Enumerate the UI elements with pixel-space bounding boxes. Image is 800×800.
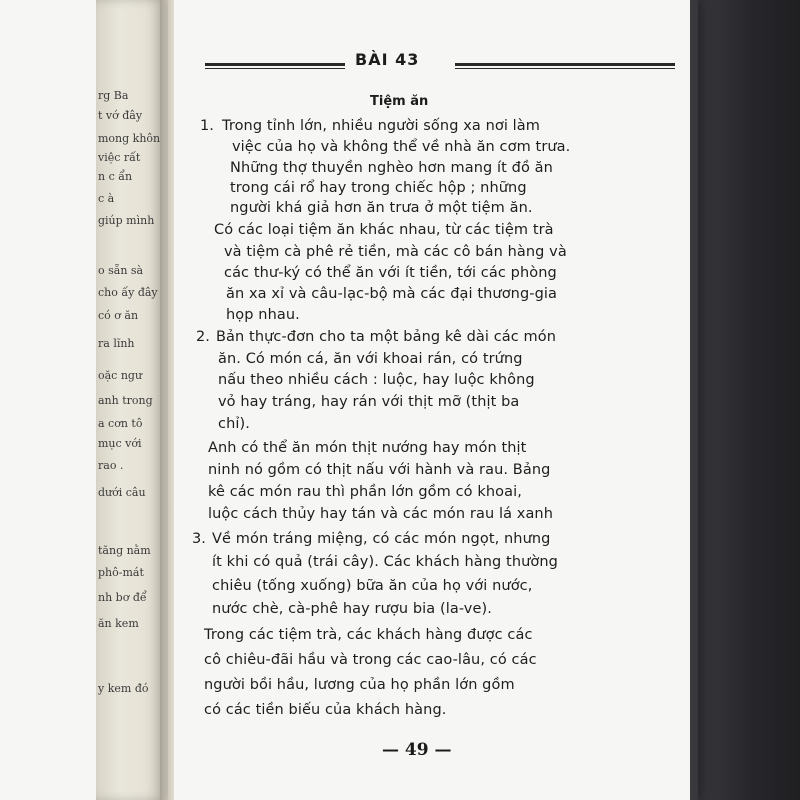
left-page-fragment: a cơn tô	[98, 417, 143, 430]
header-rule-left	[205, 63, 345, 66]
text-line: ninh nó gồm có thịt nấu với hành và rau. Bảng	[208, 462, 551, 478]
text-line: Trong tỉnh lớn, nhiều người sống xa nơi làm	[222, 118, 541, 134]
text-line: người khá giả hơn ăn trưa ở một tiệm ăn.	[230, 200, 533, 216]
text-line: chiêu (tống xuống) bữa ăn của họ với nước,	[212, 578, 533, 594]
left-page-fragment: t vớ đây	[98, 109, 143, 122]
text-line: Trong các tiệm trà, các khách hàng được các	[204, 627, 533, 643]
left-page-fragment: c à	[98, 192, 115, 205]
header-rule-right	[455, 63, 675, 66]
text-line: Về món tráng miệng, có các món ngọt, nhưng	[212, 531, 551, 547]
text-line: Bản thực-đơn cho ta một bảng kê dài các món	[216, 329, 557, 345]
left-page-fragment: mong khôn	[98, 132, 161, 145]
left-page-fragment: phô-mát	[98, 566, 144, 579]
left-page-fragment: n c ẩn	[98, 170, 133, 183]
text-line: nước chè, cà-phê hay rượu bia (la-ve).	[212, 601, 492, 617]
page-number: — 49 —	[382, 740, 452, 760]
left-page-fragment: việc rất	[98, 151, 141, 164]
text-line: có các tiền biếu của khách hàng.	[204, 702, 447, 718]
text-line: việc của họ và không thể về nhà ăn cơm trưa.	[232, 139, 571, 155]
text-line: trong cái rổ hay trong chiếc hộp ; những	[230, 180, 527, 196]
text-line: ăn. Có món cá, ăn với khoai rán, có trứng	[218, 351, 523, 367]
text-line: cô chiêu-đãi hầu và trong các cao-lâu, có các	[204, 652, 537, 668]
text-line: và tiệm cà phê rẻ tiền, mà các cô bán hàng và	[224, 244, 567, 260]
text-line: vỏ hay tráng, hay rán với thịt mỡ (thịt ba	[218, 394, 520, 410]
text-line: ít khi có quả (trái cây). Các khách hàng thường	[212, 554, 558, 570]
left-page-fragment: mục với	[98, 437, 142, 450]
text-line: các thư-ký có thể ăn với ít tiền, tới các phòng	[224, 265, 557, 281]
paragraph-number: 1.	[200, 118, 214, 134]
left-page-fragment: rg Ba	[98, 89, 129, 102]
lesson-heading: BÀI 43	[355, 50, 420, 69]
lesson-subtitle: Tiệm ăn	[370, 94, 429, 109]
text-line: họp nhau.	[226, 307, 300, 323]
left-page-fragment: anh trong	[98, 394, 153, 407]
header-rule-left-thin	[205, 68, 345, 69]
text-line: kê các món rau thì phần lớn gồm có khoai,	[208, 484, 522, 500]
left-page-fragment: dưới câu	[98, 486, 146, 499]
text-line: nấu theo nhiều cách : luộc, hay luộc không	[218, 372, 535, 388]
paragraph-number: 2.	[196, 329, 210, 345]
left-page-fragment: ăn kem	[98, 617, 139, 630]
left-page-fragment: rao .	[98, 459, 124, 472]
left-page-fragment: tăng nằm	[98, 544, 151, 557]
text-line: người bồi hầu, lương của họ phần lớn gồm	[204, 677, 515, 693]
text-line: Những thợ thuyền nghèo hơn mang ít đồ ăn	[230, 160, 553, 176]
text-line: Có các loại tiệm ăn khác nhau, từ các tiệm trà	[214, 222, 554, 238]
header-rule-right-thin	[455, 68, 675, 69]
paragraph-number: 3.	[192, 531, 206, 547]
left-page-fragment: nh bơ để	[98, 591, 147, 604]
left-page-fragment: giúp mình	[98, 214, 155, 227]
left-page-fragment: có ơ ăn	[98, 309, 139, 322]
text-line: Anh có thể ăn món thịt nướng hay món thịt	[208, 440, 527, 456]
text-line: chỉ).	[218, 416, 250, 432]
dark-surface	[690, 0, 800, 800]
left-page-fragment: ra lĩnh	[98, 337, 135, 350]
text-line: luộc cách thủy hay tán và các món rau lá xanh	[208, 506, 554, 522]
left-page-fragment: oặc ngư	[98, 369, 143, 382]
left-page	[96, 0, 166, 800]
left-page-fragment: o sẵn sà	[98, 264, 144, 277]
left-page-fragment: cho ấy đây	[98, 286, 158, 299]
text-line: ăn xa xỉ và câu-lạc-bộ mà các đại thương-gia	[226, 286, 558, 302]
left-page-fragment: y kem đó	[98, 682, 149, 695]
